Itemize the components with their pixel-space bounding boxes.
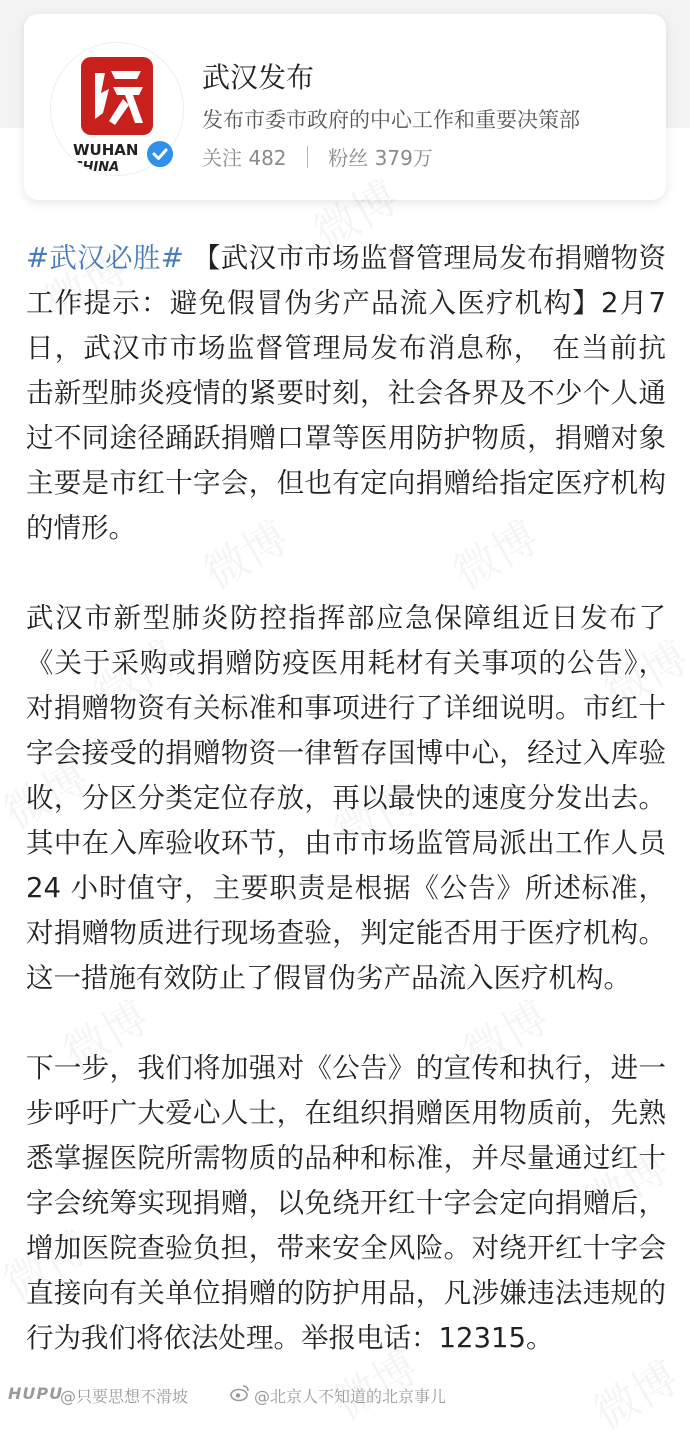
post-body — [26, 236, 666, 1361]
account-name[interactable]: 武汉发布 — [202, 61, 315, 94]
verified-check-icon — [144, 138, 176, 170]
post-paragraph-3: 下一步，我们将加强对《公告》的宣传和执行，进一步呼吁广大爱心人士，在组织捐赠医用物质前，先熟悉掌握医院所需物质的品种和标准，并尽量通过红十字会统筹实现捐赠，以免绕开红十字会定向捐赠后，增加医院查验负担，带来安全风险。对绕开红十字会直接向有关单位捐赠的防护用品，凡涉嫌违法违规的行为我们将依法处理。举报电话：12315。 — [26, 1052, 666, 1354]
credit-user-1[interactable]: @只要思想不滑坡 — [60, 1387, 189, 1406]
followers-count[interactable]: 379万 — [374, 146, 433, 170]
credit-user-2[interactable]: @北京人不知道的北京事儿 — [254, 1387, 447, 1406]
post-paragraph-1 — [26, 236, 666, 551]
account-stats — [202, 142, 433, 171]
repost-credits — [0, 1378, 690, 1411]
following-label[interactable]: 关注 — [202, 146, 242, 170]
weibo-logo-icon — [230, 1384, 250, 1406]
followers-label[interactable]: 粉丝 — [328, 146, 369, 170]
svg-text:CHINA: CHINA — [73, 160, 120, 175]
account-description: 发布市委市政府的中心工作和重要决策部 — [202, 108, 580, 132]
hashtag-link[interactable]: #武汉必胜# — [26, 242, 184, 274]
stats-divider — [307, 146, 308, 168]
profile-card[interactable] — [24, 14, 666, 200]
svg-text:WUHAN: WUHAN — [73, 141, 139, 159]
post-paragraph-2: 武汉市新型肺炎防控指挥部应急保障组近日发布了《关于采购或捐赠防疫医用耗材有关事项的公告》，对捐赠物资有关标准和事项进行了详细说明。市红十字会接受的捐赠物资一律暂存国博中心，经过入库验收，分区分类定位存放，再以最快的速度分发出去。其中在入库验收环节，由市市场监管局派出工作人员 24 小时值守，主要职责是根据《公告》所述标准，对捐赠物质进行现场查验，判定能否用于医疗机构。这一措施有效防止了假冒伪劣产品流入医疗机构。 — [26, 602, 666, 994]
following-count[interactable]: 482 — [248, 146, 287, 170]
post-paragraph-1-text: 【武汉市市场监督管理局发布捐赠物资工作提示：避免假冒伪劣产品流入医疗机构】2月7日，武汉市市场监督管理局发布消息称， 在当前抗击新型肺炎疫情的紧要时刻，社会各界及不少个人通过不同途径踊跃捐赠口罩等医用防护物质，捐赠对象主要是市红十字会，但也有定向捐赠给指定医疗机构的情形。 — [26, 242, 666, 544]
hupu-brand: HUPU — [8, 1384, 64, 1403]
